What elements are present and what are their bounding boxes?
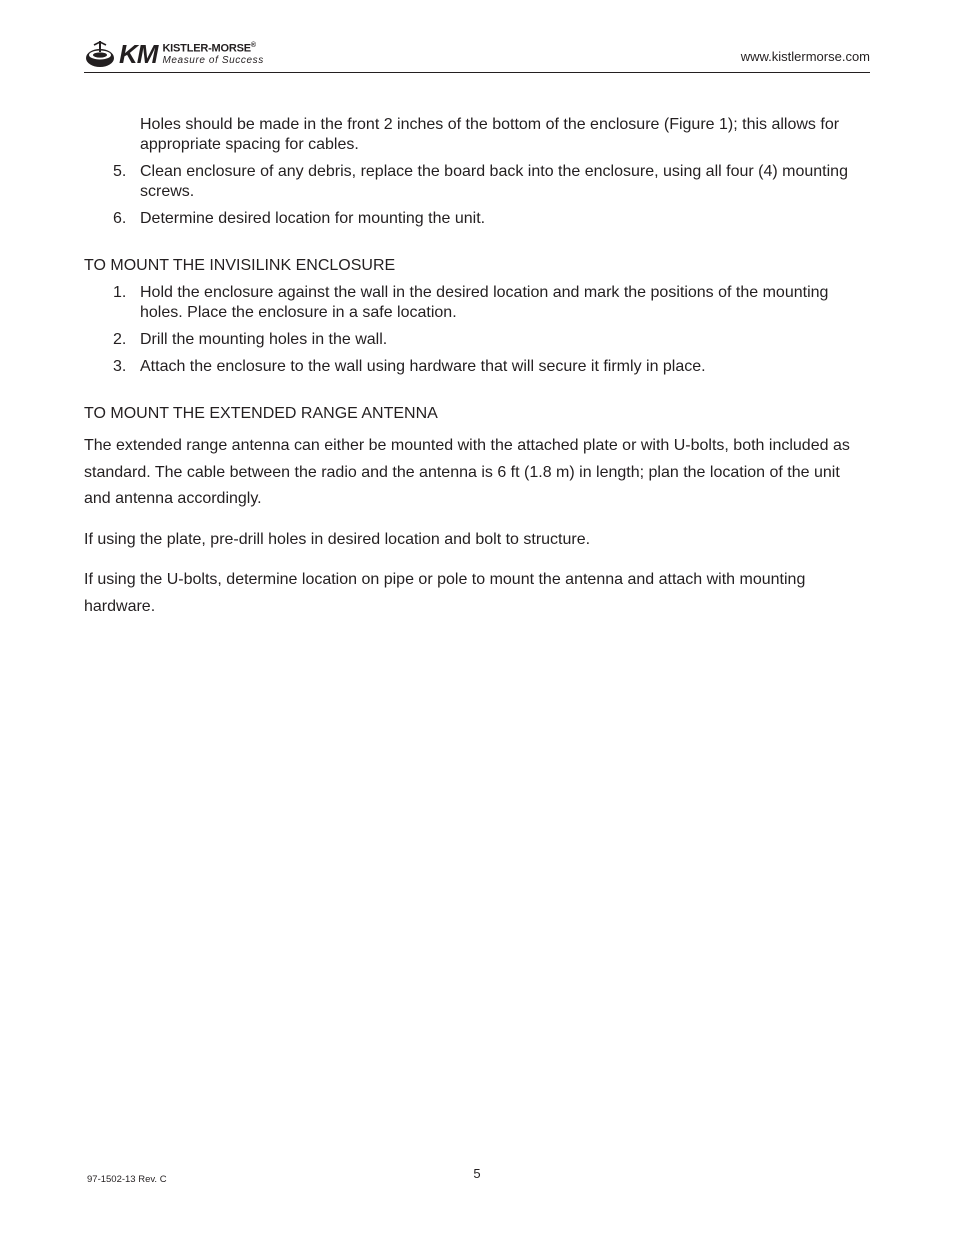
list-item <box>84 330 870 350</box>
website-url: www.kistlermorse.com <box>740 49 870 64</box>
antenna-paragraph: If using the U-bolts, determine location on pipe or pole to mount the antenna and attach with mounting hardware. <box>84 571 806 615</box>
intro-steps-list <box>84 162 870 229</box>
step-number: 3. <box>113 358 127 375</box>
logo-brand-name: KISTLER-MORSE® <box>162 42 256 55</box>
section-heading-antenna: TO MOUNT THE EXTENDED RANGE ANTENNA <box>84 405 438 422</box>
antenna-paragraph: The extended range antenna can either be mounted with the attached plate or with U-bolts, both included as standard. The cable between the radio and the antenna is 6 ft (1.8 m) in length; plan the location of the unit and antenna accordingly. <box>84 437 850 507</box>
company-logo <box>84 38 264 70</box>
page-header <box>84 38 870 73</box>
logo-wordmark <box>162 42 263 66</box>
enclosure-steps-list <box>84 283 870 377</box>
section-heading-enclosure: TO MOUNT THE INVISILINK ENCLOSURE <box>84 257 396 274</box>
list-item <box>84 357 870 377</box>
list-item <box>84 283 870 323</box>
step-text: Drill the mounting holes in the wall. <box>140 331 388 348</box>
document-number: 97-1502-13 Rev. C <box>87 1174 167 1185</box>
step-number: 5. <box>113 163 127 180</box>
step-number: 6. <box>113 210 127 227</box>
list-item <box>84 209 870 229</box>
antenna-paragraph: If using the plate, pre-drill holes in desired location and bolt to structure. <box>84 530 591 548</box>
step-text: Clean enclosure of any debris, replace the board back into the enclosure, using all four (4) mounting screws. <box>140 163 848 200</box>
page-content <box>84 115 870 634</box>
step-number: 2. <box>113 331 127 348</box>
continuation-paragraph: Holes should be made in the front 2 inches of the bottom of the enclosure (Figure 1); this allows for appropriate spacing for cables. <box>140 116 840 153</box>
list-item <box>84 162 870 202</box>
step-text: Determine desired location for mounting the unit. <box>140 210 486 227</box>
step-text: Hold the enclosure against the wall in the desired location and mark the positions of the mounting holes. Place the enclosure in a safe location. <box>140 284 829 321</box>
logo-tagline: Measure of Success <box>162 54 264 66</box>
step-number: 1. <box>113 284 127 301</box>
step-text: Attach the enclosure to the wall using hardware that will secure it firmly in place. <box>140 358 706 375</box>
km-globe-logo-icon <box>84 38 116 70</box>
logo-km-letters: KM <box>119 39 158 69</box>
page-number: 5 <box>473 1166 481 1181</box>
